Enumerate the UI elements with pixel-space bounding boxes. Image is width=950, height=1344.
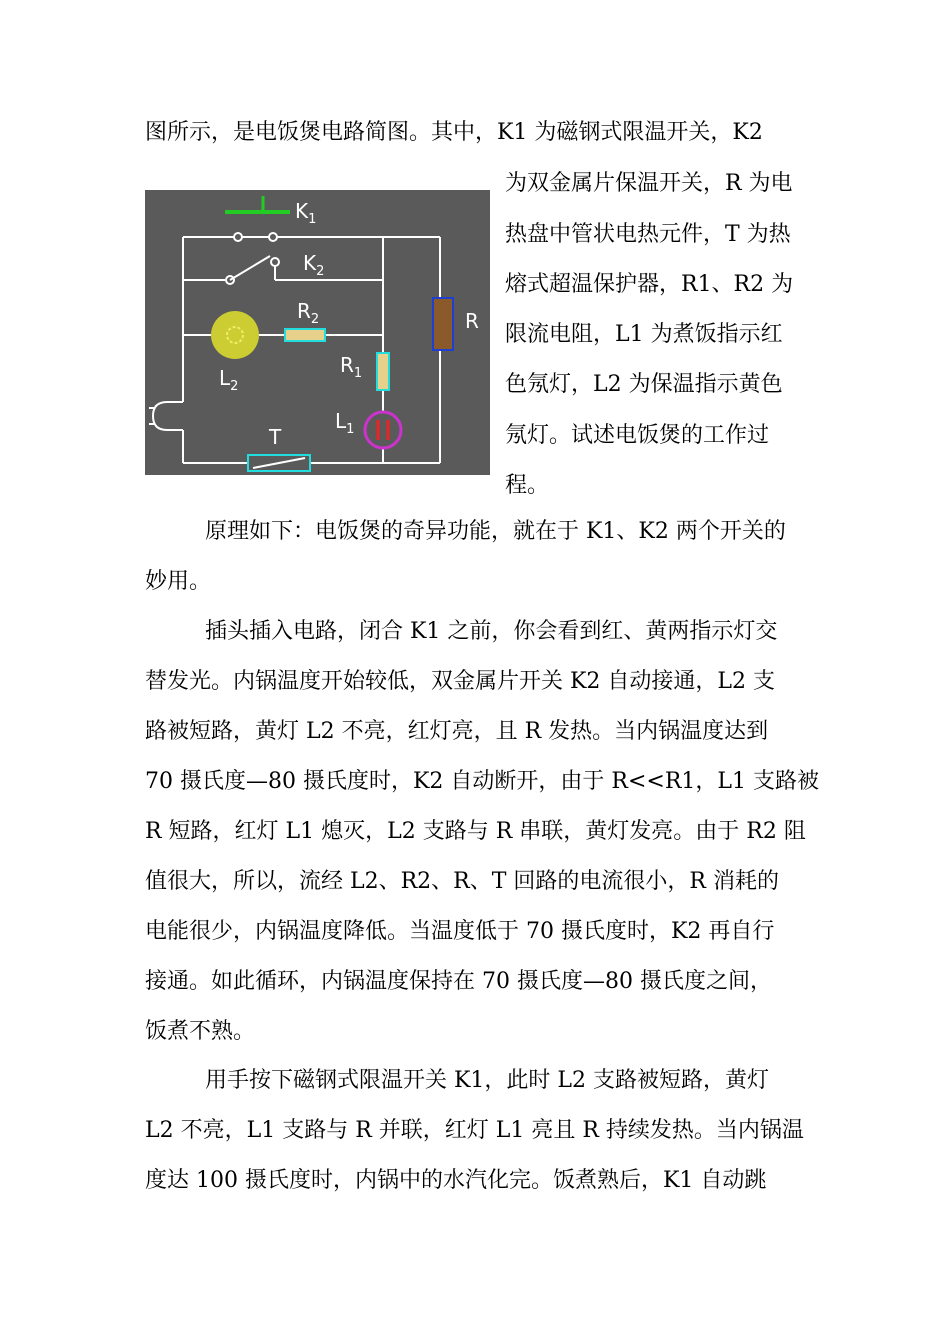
- k2-contact: [271, 258, 279, 266]
- text-line: 插头插入电路，闭合 K1 之前，你会看到红、黄两指示灯交: [205, 619, 778, 644]
- k1-contact: [234, 233, 242, 241]
- l2-lamp-bulb: [211, 311, 259, 359]
- text-line: R 短路，红灯 L1 熄灭，L2 支路与 R 串联，黄灯发亮。由于 R2 阻: [145, 819, 806, 844]
- l1-lamp-ring: [365, 412, 401, 448]
- text-line: 值很大，所以，流经 L2、R2、R、T 回路的电流很小，R 消耗的: [145, 869, 779, 894]
- text-line: 用手按下磁钢式限温开关 K1，此时 L2 支路被短路，黄灯: [205, 1068, 770, 1093]
- l1-label: $L_1$: [335, 409, 355, 437]
- r2-label: $R_2$: [297, 299, 320, 327]
- text-line: 妙用。: [145, 569, 212, 594]
- text-line: 熔式超温保护器，R1、R2 为: [505, 272, 794, 297]
- text-line: 热盘中管状电热元件，T 为热: [505, 222, 791, 247]
- text-line: 原理如下：电饭煲的奇异功能，就在于 K1、K2 两个开关的: [205, 519, 786, 544]
- text-line: 接通。如此循环，内锅温度保持在 70 摄氏度—80 摄氏度之间，: [145, 969, 772, 994]
- circuit-svg: [145, 190, 490, 475]
- r1-body: [377, 353, 389, 390]
- text-line: 为双金属片保温开关，R 为电: [505, 171, 793, 196]
- k1-label: $K_1$: [295, 199, 317, 227]
- text-line: 程。: [505, 473, 550, 498]
- r-label: R: [465, 309, 479, 333]
- text-line: 度达 100 摄氏度时，内锅中的水汽化完。饭煮熟后，K1 自动跳: [145, 1168, 767, 1193]
- text-line: 替发光。内锅温度开始较低，双金属片开关 K2 自动接通，L2 支: [145, 669, 776, 694]
- circuit-diagram: [145, 190, 490, 475]
- k1-contact: [269, 233, 277, 241]
- text-line: 限流电阻，L1 为煮饭指示红: [505, 322, 783, 347]
- text-line: 色氖灯，L2 为保温指示黄色: [505, 372, 783, 397]
- text-line: L2 不亮，L1 支路与 R 并联，红灯 L1 亮且 R 持续发热。当内锅温: [145, 1118, 804, 1143]
- r-heater-body: [433, 298, 453, 350]
- k2-label: $K_2$: [303, 251, 325, 279]
- r2-body: [285, 329, 325, 341]
- t-label: T: [269, 425, 282, 449]
- text-line: 氖灯。试述电饭煲的工作过: [505, 423, 770, 448]
- r1-label: $R_1$: [340, 353, 363, 381]
- text-line: 路被短路，黄灯 L2 不亮，红灯亮，且 R 发热。当内锅温度达到: [145, 719, 769, 744]
- text-line: 电能很少，内锅温度降低。当温度低于 70 摄氏度时，K2 再自行: [145, 919, 775, 944]
- text-line: 图所示，是电饭煲电路简图。其中，K1 为磁钢式限温开关，K2: [145, 120, 763, 145]
- text-line: 饭煮不熟。: [145, 1019, 256, 1044]
- text-line: 70 摄氏度—80 摄氏度时，K2 自动断开，由于 R<<R1，L1 支路被: [145, 769, 819, 794]
- l2-label: $L_2$: [219, 366, 239, 394]
